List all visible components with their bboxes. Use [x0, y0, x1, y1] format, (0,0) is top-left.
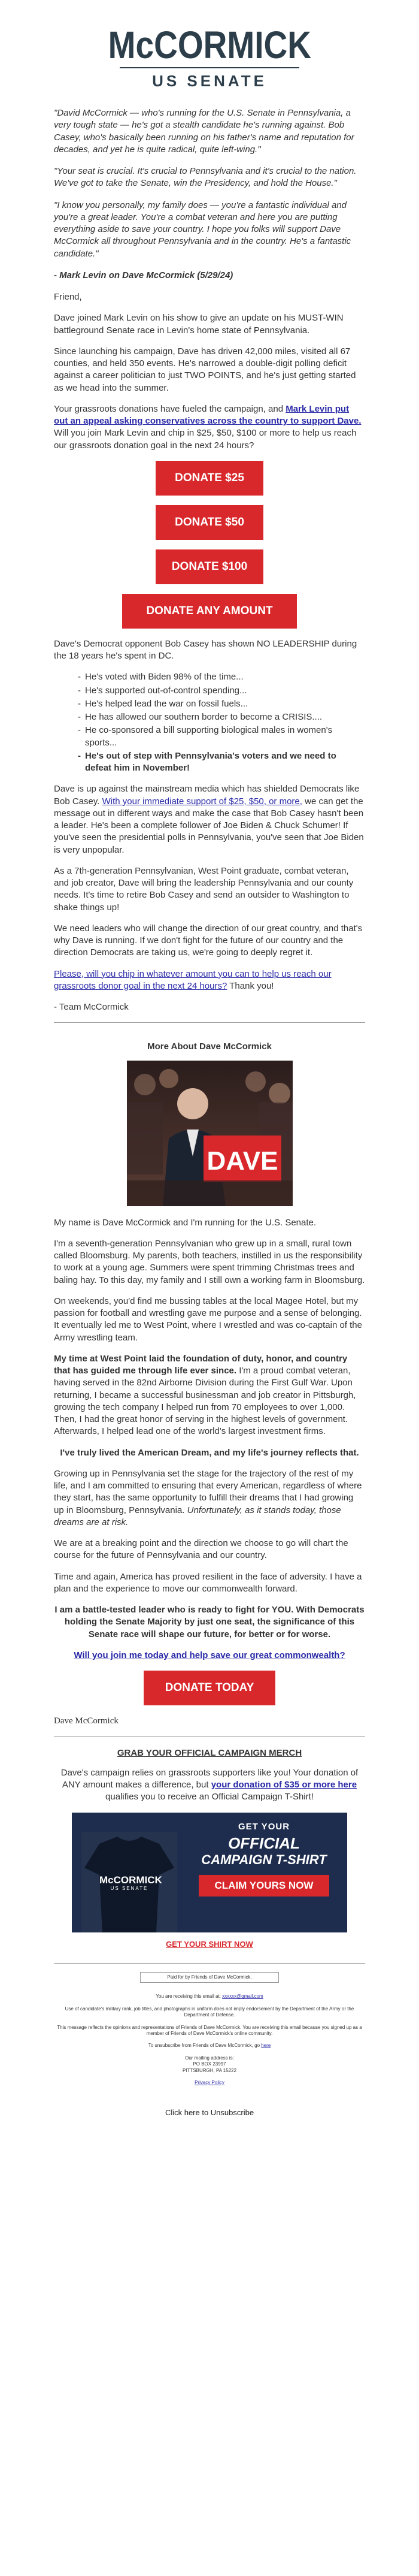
privacy-policy-link[interactable]: Privacy Policy: [195, 2079, 224, 2085]
banner-big-2: CAMPAIGN T-SHIRT: [201, 1852, 327, 1868]
text: qualifies you to receive an Official Campaign T-Shirt!: [105, 1792, 314, 1802]
footer-email[interactable]: xxxxxx@gmail.com: [222, 1994, 263, 2000]
divider: [54, 1963, 365, 1964]
footer-unsub-line: [54, 2043, 365, 2049]
list-item: - He's helped lead the war on fossil fuels...: [78, 698, 365, 710]
quote-1: "David McCormick — who's running for the U.S. Senate in Pennsylvania, a very tough state — he's got a stealth candidate he's running against. Bob Casey, who's basically been running on his father's name and reputation for decades, and yet he is quite radical, quite left-wing.": [54, 108, 354, 155]
merch-banner[interactable]: [72, 1813, 347, 1932]
paragraph: [54, 1353, 365, 1438]
paragraph: [54, 968, 365, 993]
text: My time at West Point laid the foundation of duty, honor, and country that has guided me through life ever since.: [54, 1353, 348, 1376]
paragraph: Since launching his campaign, Dave has driven 42,000 miles, visited all 67 counties, and held 350 events. He's narrowed a double-digit polling deficit against a career politician to just TWO POINTS, and he's just getting started as we head into the summer.: [54, 346, 356, 393]
quote-3: "I know you personally, my family does — you're a fantastic individual and you're a great leader. You're a combat veteran and here you are putting everything aside to save your country. I hope you folks will support Dave McCormick all throughout Pennsylvania and in the country. He's a fantastic candidate.": [54, 200, 351, 259]
merch-donate-link[interactable]: your donation of $35 or more here: [211, 1779, 357, 1790]
donate-today-button[interactable]: DONATE TODAY: [144, 1671, 275, 1705]
casey-bullets: [78, 671, 365, 774]
list-item: - He's supported out-of-control spending...: [78, 685, 365, 697]
merch-paragraph: [54, 1767, 365, 1804]
paragraph: [54, 403, 365, 452]
footer-email-line: [54, 1994, 365, 2000]
banner-small: GET YOUR: [238, 1822, 290, 1832]
brand-sub: US SENATE: [152, 72, 267, 90]
paragraph: Dave's Democrat opponent Bob Casey has shown NO LEADERSHIP during the 18 years he's spent in DC.: [54, 638, 357, 662]
text: I'm a proud combat veteran, having served in the 82nd Airborne Division during the First Gulf War. Upon returning, I became a successful businessman and job creator in Pittsburgh, growing the tech company I helped run from 70 employees to over 1,000. Then, I had the great honor of serving in the highest levels of government. Afterwards, I helped lead one of the world's largest investment firms.: [54, 1366, 356, 1437]
list-item: - He's voted with Biden 98% of the time...: [78, 671, 365, 683]
unsubscribe-link[interactable]: Click here to Unsubscribe: [165, 2108, 254, 2118]
greeting: Friend,: [54, 292, 82, 303]
list-item: - He co-sponsored a bill supporting biological males in women's sports...: [78, 724, 365, 749]
mailing-address-line: PO BOX 23997: [193, 2061, 226, 2067]
paragraph: I am a battle-tested leader who is ready to fight for YOU. With Democrats holding the Senate Majority by just one seat, the significance of this Senate race will shape our future, for better or for worse.: [54, 1605, 365, 1639]
list-item: - He has allowed our southern border to become a CRISIS....: [78, 711, 365, 723]
donate-any-button[interactable]: DONATE ANY AMOUNT: [122, 594, 297, 629]
text: Your grassroots donations have fueled the campaign, and: [54, 403, 286, 414]
signoff: - Team McCormick: [54, 1002, 129, 1013]
tshirt-graphic: [81, 1832, 177, 1932]
dave-photo-image: [127, 1061, 293, 1206]
shirt-link-wrap: [54, 1938, 365, 1950]
text: Thank you!: [227, 980, 274, 991]
list-item: - He's out of step with Pennsylvania's voters and we need to defeat him in November!: [78, 750, 365, 775]
unsubscribe-here-link[interactable]: here: [261, 2043, 271, 2049]
paragraph: We need leaders who will change the direction of our great country, and that's why Dave is running. If we don't fight for the future of our country and the direction Democrats are taking us, we're going to deeply regret it.: [54, 923, 363, 958]
mailing-address-city: PITTSBURGH, PA 15222: [182, 2067, 237, 2073]
paragraph: I've truly lived the American Dream, and my life's journey reflects that.: [60, 1447, 359, 1458]
logo-rule: [120, 67, 299, 68]
paragraph: Dave joined Mark Levin on his show to give an update on his MUST-WIN battleground Senate race in Levin's home state of Pennsylvania.: [54, 313, 344, 336]
quote-attribution: - Mark Levin on Dave McCormick (5/29/24): [54, 270, 233, 280]
banner-big-1: OFFICIAL: [228, 1834, 300, 1853]
text: You are receiving this email at:: [156, 1994, 223, 2000]
mailing-address-label: Our mailing address is:: [185, 2055, 234, 2061]
shirt-sub: US SENATE: [110, 1886, 148, 1892]
footer-disclaimer: Use of candidate's military rank, job titles, and photographs in uniform does not imply endorsement by the Department of the Army or the Department of Defense.: [65, 2006, 354, 2018]
privacy-wrap: [54, 2080, 365, 2086]
banner-cta[interactable]: CLAIM YOURS NOW: [199, 1875, 329, 1896]
get-shirt-link[interactable]: GET YOUR SHIRT NOW: [166, 1940, 253, 1949]
dave-photo: [127, 1061, 293, 1206]
text: To unsubscribe from Friends of Dave McCormick, go: [148, 2043, 262, 2049]
more-about-title: More About Dave McCormick: [147, 1041, 272, 1052]
text: Will you join Mark Levin and chip in $25, $50, $100 or more to help us reach our grassroots donation goal in the next 24 hours?: [54, 428, 357, 451]
paragraph: Time and again, America has proved resilient in the face of adversity. I have a plan and the experience to move our commonwealth forward.: [54, 1571, 362, 1594]
brand-logo: [0, 0, 419, 107]
donate-25-wrap: [54, 461, 365, 496]
text: Dave's campaign relies on grassroots supporters like you! Your donation of ANY amount makes a difference, but: [60, 1767, 359, 1790]
paragraph: My name is Dave McCormick and I'm running for the U.S. Senate.: [54, 1217, 317, 1228]
join-me-link[interactable]: Will you join me today and help save our great commonwealth?: [74, 1650, 345, 1660]
text: Growing up in Pennsylvania set the stage for the trajectory of the rest of my life, and I am committed to ensuring that every American, regardless of where they start, has the same opportunity to fulfill their dreams that I had growing up in Bloomsburg, Pennsylvania.: [54, 1468, 362, 1515]
merch-title: GRAB YOUR OFFICIAL CAMPAIGN MERCH: [117, 1748, 302, 1759]
divider: [54, 1736, 365, 1737]
paragraph: I'm a seventh-generation Pennsylvanian who grew up in a small, rural town called Bloomsburg. My parents, both teachers, instilled in us the responsibility to work at a young age. Summers were spent trimming Christmas trees and baling hay. To this day, my family and I still own a working farm in Bloomsburg.: [54, 1238, 365, 1285]
donate-25-button[interactable]: DONATE $25: [156, 461, 263, 496]
shirt-name: McCORMICK: [99, 1874, 162, 1886]
text: Unfortunately, as it stands today, those dreams are at risk.: [54, 1505, 341, 1527]
paragraph: [54, 1650, 365, 1662]
paragraph: On weekends, you'd find me bussing tables at the local Magee Hotel, but my passion for football and wrestling gave me purpose and a sense of belonging. It eventually led me to West Point, where I wrestled and was co-captain of the Army wrestling team.: [54, 1295, 362, 1343]
body-column: [54, 107, 365, 2118]
levin-appeal-link[interactable]: Mark Levin put out an appeal asking conservatives across the country to support Dave.: [54, 403, 362, 427]
signature: Dave McCormick: [54, 1716, 119, 1726]
donate-100-button[interactable]: DONATE $100: [156, 549, 263, 584]
donate-50-button[interactable]: DONATE $50: [156, 505, 263, 540]
chip-in-link[interactable]: Please, will you chip in whatever amount you can to help us reach our grassroots donor goal in the next 24 hours?: [54, 968, 332, 991]
donate-today-wrap: [54, 1671, 365, 1705]
text: Dave is up against the mainstream media which has shielded Democrats like Bob Casey.: [54, 784, 360, 807]
brand-name: McCORMICK: [108, 23, 311, 67]
donate-any-wrap: [54, 594, 365, 629]
text: we can get the message out in different ways and make the case that Bob Casey hasn't been a leader. He's been a complete follower of Joe Biden & Chuck Schumer! If you've seen the presidential polls in Pennsylvania, you've seen that Joe Biden is very unpopular.: [54, 796, 364, 855]
footer-optin: This message reflects the opinions and representations of Friends of Dave McCormick. You are receiving this email because you signed up as a member of Friends of Dave McCormick's online community.: [57, 2024, 362, 2036]
paid-for-box: Paid for by Friends of Dave McCormick.: [140, 1972, 279, 1983]
donate-50-wrap: [54, 505, 365, 540]
paragraph: [54, 1468, 365, 1529]
support-link[interactable]: With your immediate support of $25, $50, or more,: [102, 796, 302, 807]
paragraph: We are at a breaking point and the direction we choose to go will chart the course for the future of Pennsylvania and our country.: [54, 1538, 348, 1561]
donate-100-wrap: [54, 549, 365, 584]
paragraph: As a 7th-generation Pennsylvanian, West Point graduate, combat veteran, and job creator, Dave will bring the leadership Pennsylvania and our county needs. It's time to retire Bob Casey and send an outsider to Washington to shake things up!: [54, 865, 354, 913]
photo-sign-text: DAVE: [207, 1146, 278, 1176]
quote-2: "Your seat is crucial. It's crucial to Pennsylvania and it's crucial to the nation. We've got to take the Senate, win the Presidency, and hold the House.": [54, 166, 357, 189]
paragraph: [54, 783, 365, 856]
divider: [54, 1022, 365, 1023]
